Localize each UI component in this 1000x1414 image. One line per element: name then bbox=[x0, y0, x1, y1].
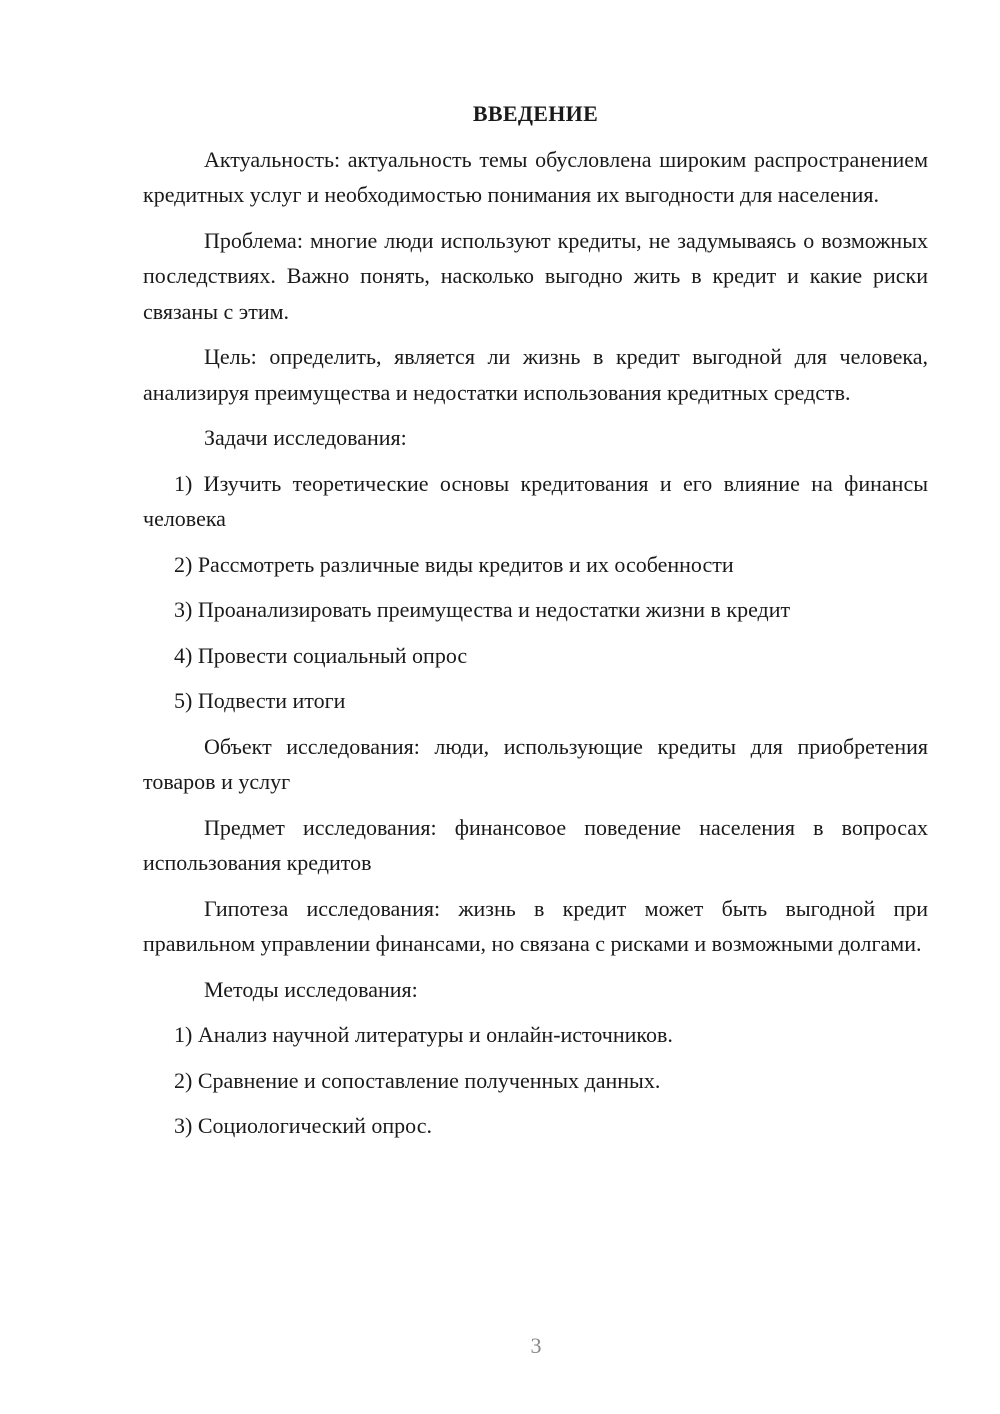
relevance-paragraph: Актуальность: актуальность темы обусловлена широким распространением кредитных услуг и необходимостью понимания их выгодности для населения. bbox=[143, 146, 928, 207]
method-item-2: 2) Сравнение и сопоставление полученных данных. bbox=[174, 1067, 661, 1093]
goal-paragraph: Цель: определить, является ли жизнь в кредит выгодной для человека, анализируя преимущества и недостатки использования кредитных средств. bbox=[143, 344, 928, 405]
page-number: 3 bbox=[530, 1333, 542, 1358]
task-item-2: 2) Рассмотреть различные виды кредитов и их особенности bbox=[174, 551, 734, 577]
task-item-5: 5) Подвести итоги bbox=[174, 688, 346, 713]
object-paragraph: Объект исследования: люди, использующие кредиты для приобретения товаров и услуг bbox=[143, 733, 928, 794]
method-item-1: 1) Анализ научной литературы и онлайн-источников. bbox=[174, 1022, 673, 1047]
method-item-3: 3) Социологический опрос. bbox=[174, 1113, 432, 1138]
task-item-3: 3) Проанализировать преимущества и недостатки жизни в кредит bbox=[174, 597, 791, 622]
problem-paragraph: Проблема: многие люди используют кредиты, не задумываясь о возможных последствиях. Важно понять, насколько выгодно жить в кредит и какие риски связаны с этим. bbox=[143, 227, 928, 324]
section-title: ВВЕДЕНИЕ bbox=[472, 101, 599, 126]
tasks-heading: Задачи исследования: bbox=[204, 425, 407, 450]
task-item-1: 1) Изучить теоретические основы кредитования и его влияние на финансы человека bbox=[143, 470, 928, 531]
document-body bbox=[143, 96, 928, 1154]
methods-heading: Методы исследования: bbox=[204, 976, 418, 1002]
task-item-4: 4) Провести социальный опрос bbox=[174, 642, 468, 668]
subject-paragraph: Предмет исследования: финансовое поведение населения в вопросах использования кредитов bbox=[143, 814, 928, 875]
hypothesis-paragraph: Гипотеза исследования: жизнь в кредит может быть выгодной при правильном управлении финансами, но связана с рисками и возможными долгами. bbox=[143, 895, 928, 956]
